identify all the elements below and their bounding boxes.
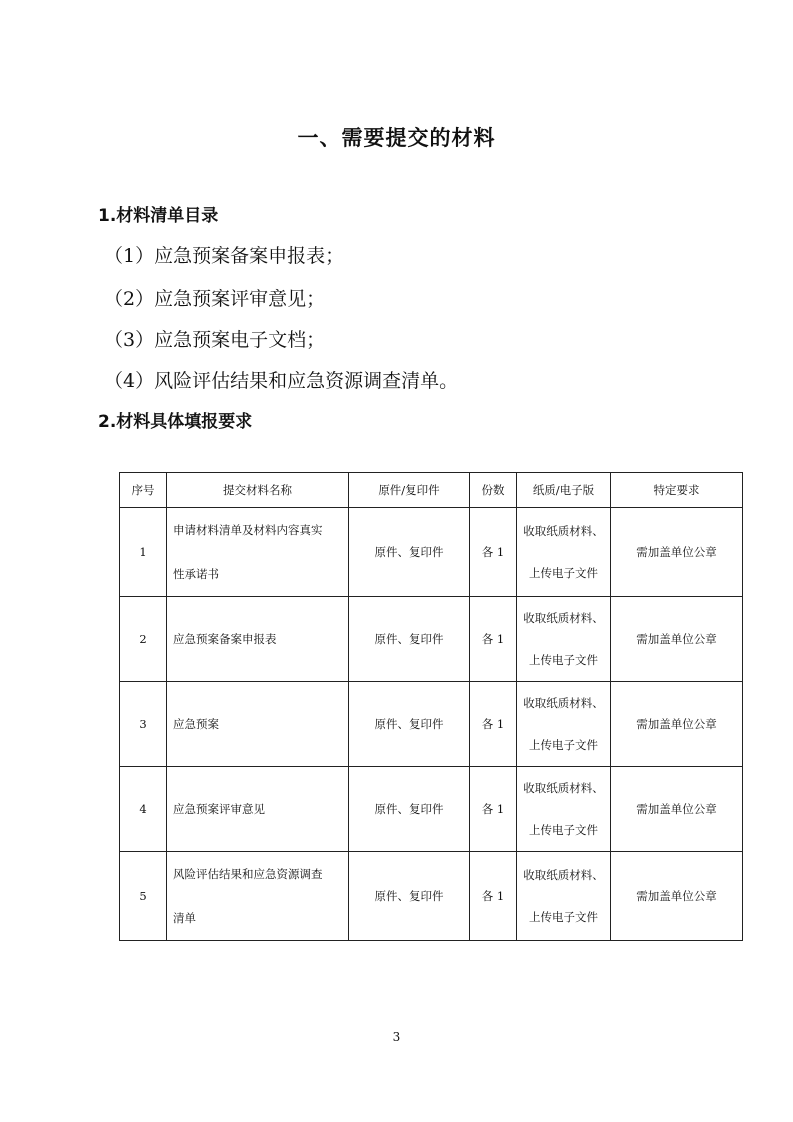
section-heading-requirements: 2.材料具体填报要求 xyxy=(98,412,253,432)
table-row xyxy=(120,682,743,767)
cell-special-requirement: 需加盖单位公章 xyxy=(611,682,743,767)
cell-material-name xyxy=(167,508,349,597)
cell-paper-electronic xyxy=(517,508,611,597)
materials-table xyxy=(119,472,743,941)
list-item: （1）应急预案备案申报表； xyxy=(104,245,345,267)
cell-material-name xyxy=(167,767,349,852)
cell-text-line: 收取纸质材料、 xyxy=(523,524,604,538)
table-row xyxy=(120,597,743,682)
cell-text-line: 收取纸质材料、 xyxy=(523,868,604,882)
list-item: （3）应急预案电子文档； xyxy=(104,329,326,351)
cell-text-line: 收取纸质材料、 xyxy=(523,611,604,625)
cell-copies: 各 1 xyxy=(470,597,517,682)
cell-original-copy: 原件、复印件 xyxy=(349,767,470,852)
cell-text-line: 上传电子文件 xyxy=(529,823,598,837)
cell-text-line: 收取纸质材料、 xyxy=(523,781,604,795)
cell-no: 1 xyxy=(120,508,167,597)
cell-copies: 各 1 xyxy=(470,682,517,767)
cell-special-requirement: 需加盖单位公章 xyxy=(611,852,743,941)
cell-text-line: 风险评估结果和应急资源调查 xyxy=(173,867,323,881)
cell-text-line: 收取纸质材料、 xyxy=(523,696,604,710)
table-row xyxy=(120,508,743,597)
cell-no: 3 xyxy=(120,682,167,767)
cell-special-requirement: 需加盖单位公章 xyxy=(611,508,743,597)
cell-text-line: 应急预案评审意见 xyxy=(173,802,265,816)
table-row xyxy=(120,767,743,852)
cell-no: 4 xyxy=(120,767,167,852)
cell-text-line: 性承诺书 xyxy=(173,567,219,581)
column-header-material-name: 提交材料名称 xyxy=(167,473,349,508)
cell-no: 2 xyxy=(120,597,167,682)
section-heading-materials-list: 1.材料清单目录 xyxy=(98,206,219,226)
table-header-row xyxy=(120,473,743,508)
cell-copies: 各 1 xyxy=(470,767,517,852)
list-item: （4）风险评估结果和应急资源调查清单。 xyxy=(104,370,459,392)
cell-material-name xyxy=(167,852,349,941)
page-number: 3 xyxy=(392,1030,401,1044)
cell-material-name xyxy=(167,682,349,767)
cell-original-copy: 原件、复印件 xyxy=(349,597,470,682)
cell-text-line: 清单 xyxy=(173,911,196,925)
cell-paper-electronic xyxy=(517,767,611,852)
cell-special-requirement: 需加盖单位公章 xyxy=(611,597,743,682)
cell-paper-electronic xyxy=(517,682,611,767)
column-header-paper-electronic: 纸质/电子版 xyxy=(517,473,611,508)
cell-text-line: 申请材料清单及材料内容真实 xyxy=(173,523,323,537)
column-header-original-copy: 原件/复印件 xyxy=(349,473,470,508)
cell-material-name xyxy=(167,597,349,682)
cell-no: 5 xyxy=(120,852,167,941)
cell-copies: 各 1 xyxy=(470,508,517,597)
cell-text-line: 应急预案 xyxy=(173,717,219,731)
column-header-special-requirement: 特定要求 xyxy=(611,473,743,508)
cell-original-copy: 原件、复印件 xyxy=(349,682,470,767)
cell-paper-electronic xyxy=(517,597,611,682)
cell-text-line: 上传电子文件 xyxy=(529,566,598,580)
cell-paper-electronic xyxy=(517,852,611,941)
cell-text-line: 上传电子文件 xyxy=(529,910,598,924)
cell-original-copy: 原件、复印件 xyxy=(349,852,470,941)
cell-original-copy: 原件、复印件 xyxy=(349,508,470,597)
cell-text-line: 应急预案备案申报表 xyxy=(173,632,277,646)
list-item: （2）应急预案评审意见； xyxy=(104,288,326,310)
cell-copies: 各 1 xyxy=(470,852,517,941)
cell-special-requirement: 需加盖单位公章 xyxy=(611,767,743,852)
column-header-no: 序号 xyxy=(120,473,167,508)
page-title: 一、需要提交的材料 xyxy=(297,126,496,150)
column-header-copies: 份数 xyxy=(470,473,517,508)
cell-text-line: 上传电子文件 xyxy=(529,738,598,752)
cell-text-line: 上传电子文件 xyxy=(529,653,598,667)
table-row xyxy=(120,852,743,941)
